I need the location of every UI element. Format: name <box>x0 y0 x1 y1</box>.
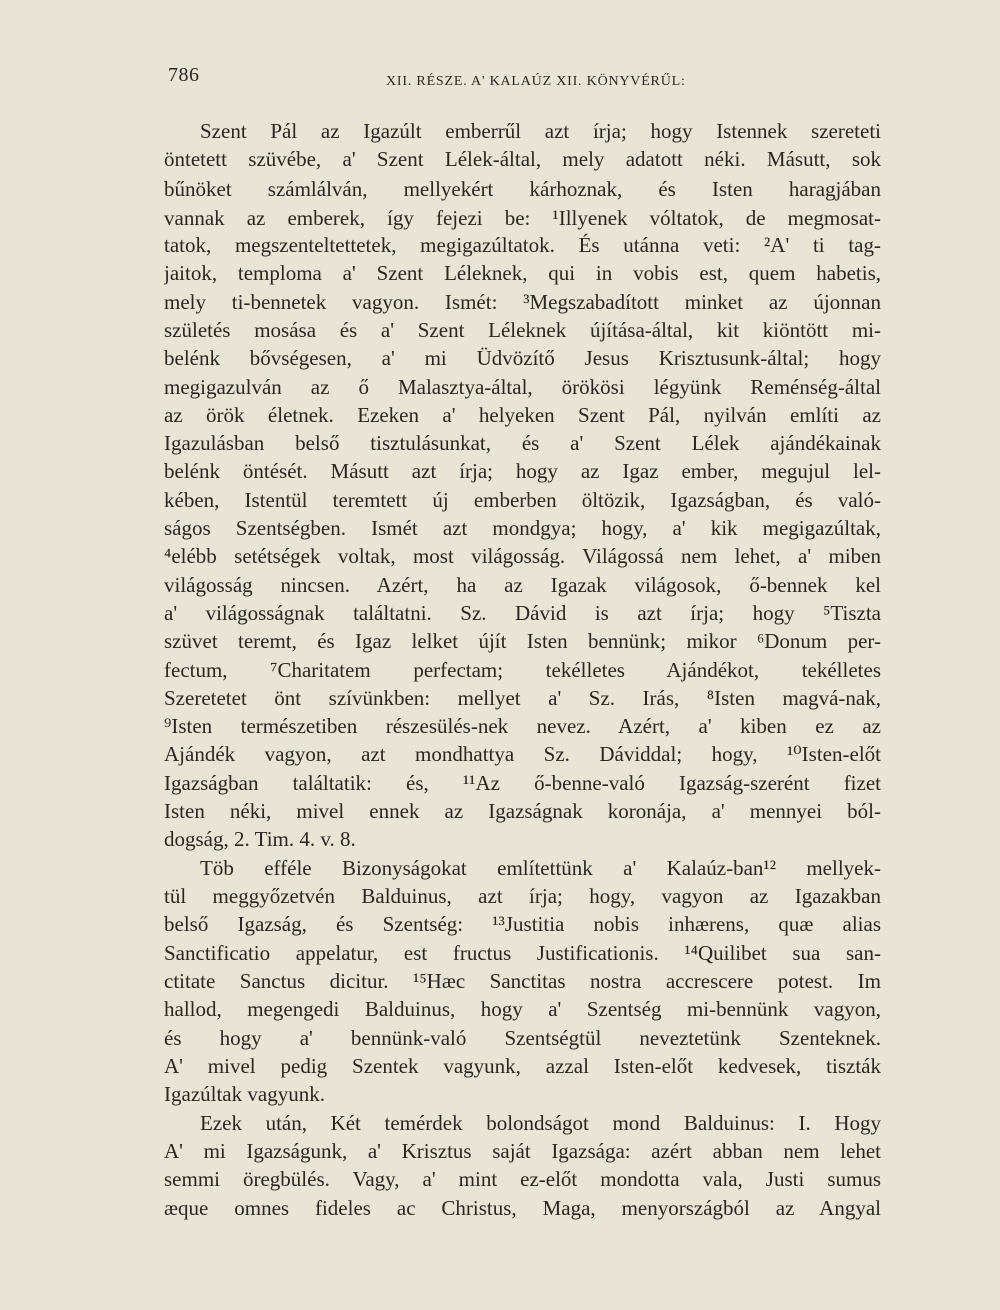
text-line: bűnöket számlálván, mellyekért kárhoznak, és Isten haragjában <box>164 177 881 201</box>
text-line: Sanctificatio appelatur, est fructus Justificationis. ¹⁴Quilibet sua san- <box>164 941 881 965</box>
text-line: Igazúltak vagyunk. <box>164 1082 325 1106</box>
text-line: fectum, ⁷Charitatem perfectam; tekélletes Ajándékot, tekélletes <box>164 658 881 682</box>
text-line: belénk öntését. Másutt azt írja; hogy az Igaz ember, megujul lel- <box>164 459 881 483</box>
text-line: az örök életnek. Ezeken a' helyeken Szent Pál, nyilván említi az <box>164 403 881 427</box>
text-line: Igazulásban belső tisztulásunkat, és a' Szent Lélek ajándékainak <box>164 431 881 455</box>
text-line: belénk bővségesen, a' mi Üdvözítő Jesus Krisztusunk-által; hogy <box>164 346 881 370</box>
text-line: mely ti-bennetek vagyon. Ismét: ³Megszabadított minket az újonnan <box>164 290 881 314</box>
text-line: Szeretetet önt szívünkben: mellyet a' Sz. Irás, ⁸Isten magvá-nak, <box>164 686 881 710</box>
text-line: A' mi Igazságunk, a' Krisztus saját Igazsága: azért abban nem lehet <box>164 1139 881 1163</box>
text-line: világosság nincsen. Azért, ha az Igazak világosok, ő-bennek kel <box>164 573 881 597</box>
text-line: tatok, megszenteltettetek, megigazúltatok. És utánna veti: ²A' ti tag- <box>164 233 881 257</box>
text-line: Ezek után, Két temérdek bolondságot mond Balduinus: I. Hogy <box>200 1111 881 1135</box>
text-line: tül meggyőzetvén Balduinus, azt írja; hogy, vagyon az Igazakban <box>164 884 881 908</box>
text-line: Igazságban találtatik: és, ¹¹Az ő-benne-való Igazság-szerént fizet <box>164 771 881 795</box>
text-line: szüvet teremt, és Igaz lelket újít Isten bennünk; mikor ⁶Donum per- <box>164 629 881 653</box>
text-line: megigazulván az ő Malasztya-által, örökösi légyünk Reménség-által <box>164 375 881 399</box>
text-line: A' mivel pedig Szentek vagyunk, azzal Isten-előt kedvesek, tiszták <box>164 1054 881 1078</box>
text-line: vannak az emberek, így fejezi be: ¹Illyenek vóltatok, de megmosat- <box>164 206 881 230</box>
text-line: belső Igazság, és Szentség: ¹³Justitia nobis inhærens, quæ alias <box>164 912 881 936</box>
text-line: születés mosása és a' Szent Léleknek újítása-által, kit kiöntött mi- <box>164 318 881 342</box>
text-line: hallod, megengedi Balduinus, hogy a' Szentség mi-bennünk vagyon, <box>164 997 881 1021</box>
text-line: jaitok, temploma a' Szent Léleknek, qui in vobis est, quem habetis, <box>164 261 881 285</box>
text-line: ságos Szentségben. Ismét azt mondgya; hogy, a' kik megigazúltak, <box>164 516 881 540</box>
text-line: semmi öregbülés. Vagy, a' mint ez-előt mondotta vala, Justi sumus <box>164 1167 881 1191</box>
text-line: ⁴elébb setétségek voltak, most világosság. Világossá nem lehet, a' miben <box>164 544 881 568</box>
text-line: ctitate Sanctus dicitur. ¹⁵Hæc Sanctitas nostra accrescere potest. Im <box>164 969 881 993</box>
page-number: 786 <box>168 64 200 86</box>
text-line: a' világosságnak találtatni. Sz. Dávid is azt írja; hogy ⁵Tiszta <box>164 601 881 625</box>
text-line: ⁹Isten természetiben részesülés-nek nevez. Azért, a' kiben ez az <box>164 714 881 738</box>
text-line: Töb efféle Bizonyságokat említettünk a' Kalaúz-ban¹² mellyek- <box>200 856 881 880</box>
text-line: és hogy a' bennünk-való Szentségtül neveztetünk Szenteknek. <box>164 1026 881 1050</box>
text-line: Isten néki, mivel ennek az Igazságnak koronája, a' mennyei ból- <box>164 799 881 823</box>
text-line: Ajándék vagyon, azt mondhattya Sz. Dáviddal; hogy, ¹⁰Isten-előt <box>164 742 881 766</box>
text-line: dogság, 2. Tim. 4. v. 8. <box>164 827 356 851</box>
text-line: æque omnes fideles ac Christus, Maga, menyországból az Angyal <box>164 1196 881 1220</box>
text-line: kében, Istentül teremtett új emberben öltözik, Igazságban, és való- <box>164 488 881 512</box>
text-line: Szent Pál az Igazúlt emberrűl azt írja; hogy Istennek szereteti <box>200 119 881 143</box>
text-line: öntetett szüvébe, a' Szent Lélek-által, mely adatott néki. Másutt, sok <box>164 147 881 171</box>
running-head: XII. RÉSZE. A' KALAÚZ XII. KÖNYVÉRŰL: <box>386 74 686 89</box>
